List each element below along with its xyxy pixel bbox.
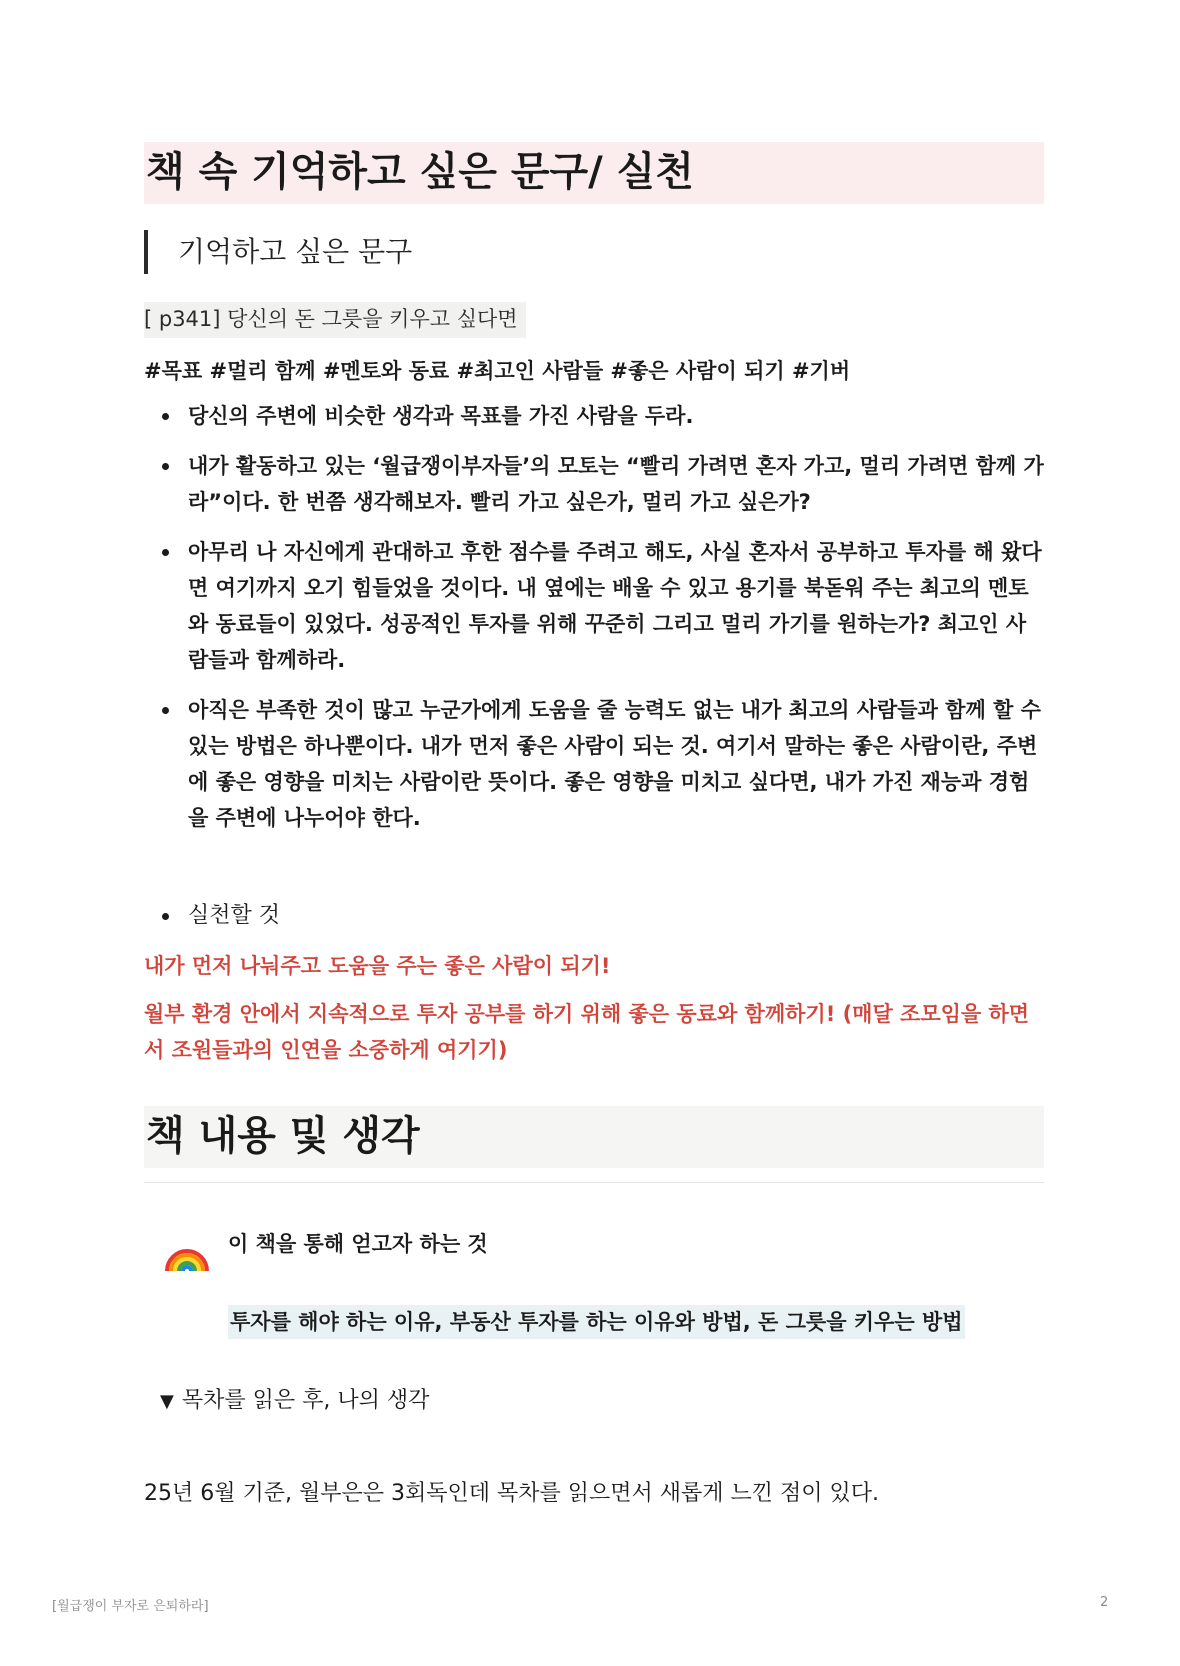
bullet-item: 아직은 부족한 것이 많고 누군가에게 도움을 줄 능력도 없는 내가 최고의 사람들과 함께 할 수 있는 방법은 하나뿐이다. 내가 먼저 좋은 사람이 되는 것. 여기서 말하는 좋은 사람이란, 주변에 좋은 영향을 미치는 사람이란 뜻이다. 좋은 영향을 미치고 싶다면, 내가 가진 재능과 경험을 주변에 나누어야 한다.	[144, 692, 1044, 836]
callout-title: 이 책을 통해 얻고자 하는 것	[228, 1232, 488, 1256]
toggle-label: 목차를 읽은 후, 나의 생각	[181, 1388, 430, 1413]
hashtag-line: #목표 #멀리 함께 #멘토와 동료 #최고인 사람들 #좋은 사람이 되기 #기버	[144, 359, 851, 383]
practice-bullet: 실천할 것	[144, 898, 1044, 934]
quote-bullet-list	[144, 398, 1044, 836]
footer-book-title: [월급쟁이 부자로 은퇴하라]	[52, 1599, 209, 1614]
toggle-triangle-icon[interactable]: ▼	[160, 1391, 174, 1412]
section-heading-thoughts: 책 내용 및 생각	[144, 1106, 1044, 1168]
page-reference: [ p341] 당신의 돈 그릇을 키우고 싶다면	[144, 302, 526, 338]
bullet-item: 내가 활동하고 있는 ‘월급쟁이부자들’의 모토는 “빨리 가려면 혼자 가고, 멀리 가려면 함께 가라”이다. 한 번쯤 생각해보자. 빨리 가고 싶은가, 멀리 가고 싶은가?	[144, 448, 1044, 520]
bullet-item: 아무리 나 자신에게 관대하고 후한 점수를 주려고 해도, 사실 혼자서 공부하고 투자를 해 왔다면 여기까지 오기 힘들었을 것이다. 내 옆에는 배울 수 있고 용기를 북돋워 주는 최고의 멘토와 동료들이 있었다. 성공적인 투자를 위해 꾸준히 그리고 멀리 가기를 원하는가? 최고인 사람들과 함께하라.	[144, 534, 1044, 678]
quote-block: 기억하고 싶은 문구	[144, 230, 1044, 274]
footer-page-number: 2	[1100, 1595, 1109, 1610]
divider	[144, 1182, 1044, 1183]
section-heading-quotes: 책 속 기억하고 싶은 문구/ 실천	[144, 142, 1044, 204]
practice-item: 내가 먼저 나눠주고 도움을 주는 좋은 사람이 되기!	[144, 954, 611, 978]
practice-item: 월부 환경 안에서 지속적으로 투자 공부를 하기 위해 좋은 동료와 함께하기! (매달 조모임을 하면서 조원들과의 인연을 소중하게 여기기)	[144, 1002, 1030, 1062]
callout-highlight: 투자를 해야 하는 이유, 부동산 투자를 하는 이유와 방법, 돈 그릇을 키우는 방법	[228, 1305, 965, 1339]
bullet-item: 당신의 주변에 비슷한 생각과 목표를 가진 사람을 두라.	[144, 398, 1044, 434]
toc-toggle[interactable]	[144, 1383, 1044, 1420]
goal-callout	[144, 1227, 1044, 1357]
body-paragraph: 25년 6월 기준, 월부은은 3회독인데 목차를 읽으면서 새롭게 느낀 점이 있다.	[144, 1481, 879, 1506]
rainbow-icon	[164, 1227, 210, 1273]
page-content	[144, 142, 1044, 1512]
